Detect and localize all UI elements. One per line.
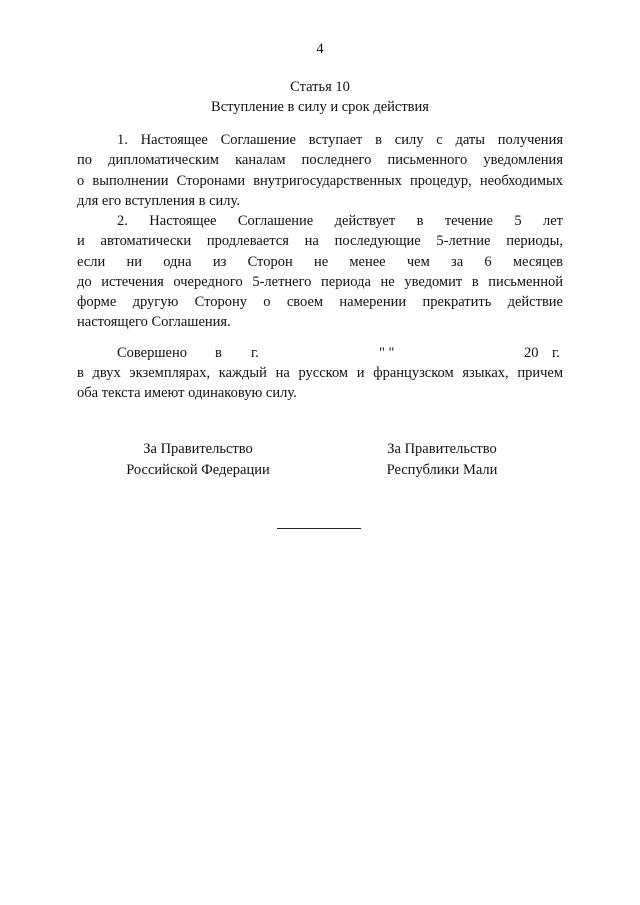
- paragraph-2-line-2: и автоматически продлевается на последующие 5-летние периоды,: [77, 233, 563, 250]
- paragraph-1-line-1: 1. Настоящее Соглашение вступает в силу с даты получения: [117, 132, 563, 148]
- sig-russia-line-1: За Правительство: [143, 441, 253, 457]
- paragraph-2-line-3: если ни одна из Сторон не менее чем за 6 месяцев: [77, 253, 563, 270]
- page-number: 4: [316, 41, 324, 57]
- paragraph-2-line-5: форме другую Сторону о своем намерении прекратить действие: [77, 294, 563, 311]
- done-word: Совершено: [117, 345, 187, 361]
- article-subtitle: Вступление в силу и срок действия: [211, 99, 429, 115]
- execution-line-2: в двух экземплярах, каждый на русском и французском языках, причем: [77, 365, 563, 381]
- execution-first-line: [77, 343, 563, 363]
- paragraph-2-line-4: до истечения очередного 5-летнего периода не уведомит в письменной: [77, 273, 563, 290]
- signature-russia: [110, 439, 286, 480]
- paragraph-2: [77, 211, 563, 333]
- city-abbrev: г.: [251, 345, 259, 361]
- year-prefix: 20: [524, 345, 539, 361]
- paragraph-2-line-1: 2. Настоящее Соглашение действует в течение 5 лет: [117, 213, 563, 229]
- execution-line-3: оба текста имеют одинаковую силу.: [77, 385, 297, 402]
- date-quotes: " ": [379, 345, 395, 361]
- paragraph-1-line-4: для его вступления в силу.: [77, 192, 240, 209]
- place-preposition: в: [215, 345, 222, 361]
- sig-mali-line-2: Республики Мали: [386, 461, 498, 478]
- paragraph-1-line-2: по дипломатическим каналам последнего письменного уведомления: [77, 152, 563, 169]
- paragraph-1: [77, 130, 563, 211]
- sig-mali-line-1: За Правительство: [387, 441, 497, 457]
- end-divider: [277, 528, 361, 529]
- paragraph-2-line-6: настоящего Соглашения.: [77, 314, 231, 331]
- article-title: Статья 10: [290, 79, 350, 95]
- sig-russia-line-2: Российской Федерации: [126, 461, 270, 478]
- year-suffix: г.: [552, 345, 560, 361]
- article-heading: [0, 77, 640, 117]
- paragraph-1-line-3: о выполнении Сторонами внутригосударственных процедур, необходимых: [77, 172, 563, 189]
- execution-clause: [77, 343, 563, 404]
- signature-mali: [357, 439, 527, 480]
